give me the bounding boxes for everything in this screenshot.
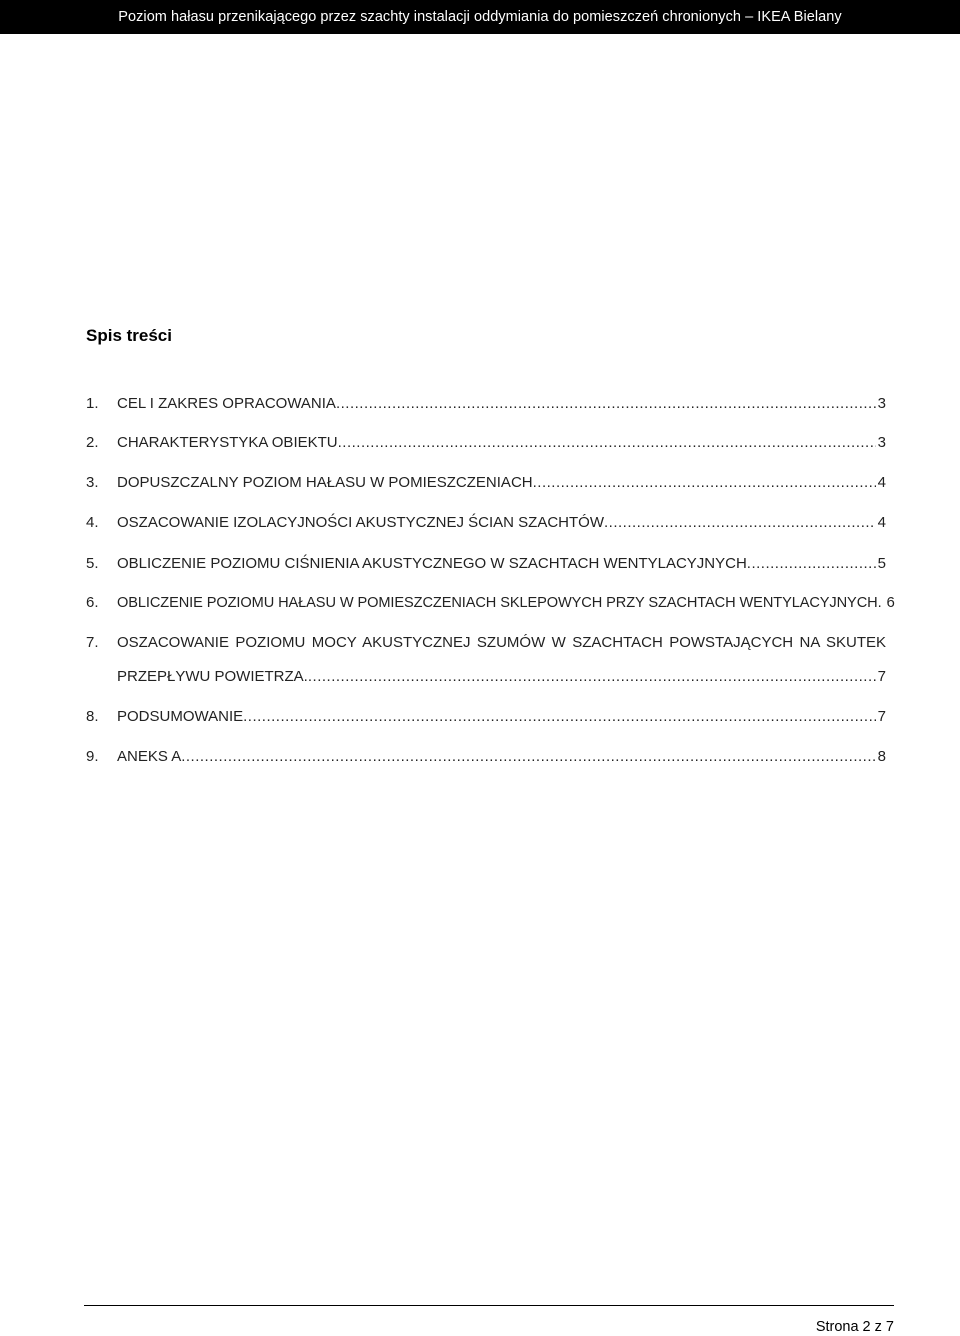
toc-entry-2[interactable] [86,431,886,455]
toc-entry-3[interactable] [86,471,886,495]
footer-page-number: Strona 2 z 7 [815,1319,894,1335]
toc-entry-text: PODSUMOWANIE [117,708,244,725]
toc-entry-9[interactable] [86,745,886,769]
toc-title: Spis treści [86,326,172,345]
toc-entry-page: 8 [877,748,886,765]
running-header [0,0,960,34]
toc-entry-number: 7. [86,634,99,651]
toc-entry-number: 2. [86,434,99,451]
running-header-title: Poziom hałasu przenikającego przez szachty instalacji oddymiania do pomieszczeń chronionych – IKEA Bielany [118,9,842,25]
toc-dot-leader [604,511,876,535]
toc-entry-page: 4 [877,514,886,531]
toc-entry-text: CEL I ZAKRES OPRACOWANIA [117,395,336,412]
toc-dot-leader [338,431,876,455]
toc-dot-leader [181,745,875,769]
toc-dot-leader [747,552,876,576]
toc-entry-text-line2: PRZEPŁYWU POWIETRZA. [117,668,308,685]
footer-divider [84,1305,894,1306]
toc-entry-4[interactable] [86,511,886,535]
toc-entry-page: 7 [877,708,886,725]
toc-entry-text: OBLICZENIE POZIOMU HAŁASU W POMIESZCZENIACH SKLEPOWYCH PRZY SZACHTACH WENTYLACYJNYCH. [117,595,882,611]
toc-dot-leader [336,392,876,416]
toc-entry-number: 1. [86,395,99,412]
toc-entry-text: ANEKS A [117,748,182,765]
toc-entry-text: OBLICZENIE POZIOMU CIŚNIENIA AKUSTYCZNEGO W SZACHTACH WENTYLACYJNYCH [117,555,747,572]
toc-entry-number: 9. [86,748,99,765]
toc-entry-8[interactable] [86,705,886,729]
toc-entry-7[interactable] [86,631,886,689]
toc-entry-page: 5 [877,555,886,572]
toc-entry-text: OSZACOWANIE IZOLACYJNOŚCI AKUSTYCZNEJ ŚCIAN SZACHTÓW [117,514,604,531]
toc-entry-page: 7 [877,668,886,685]
toc-dot-leader [533,471,876,495]
toc-dot-leader [243,705,876,729]
toc-entry-number: 3. [86,474,99,491]
toc-entry-number: 6. [86,594,99,611]
toc-entry-page: 3 [877,434,886,451]
toc-entry-number: 4. [86,514,99,531]
toc-entry-6[interactable] [86,591,895,615]
toc-entry-1[interactable] [86,392,886,416]
toc-entry-number: 8. [86,708,99,725]
toc-entry-number: 5. [86,555,99,572]
toc-entry-page: 3 [877,395,886,412]
toc-entry-page: 6 [886,594,895,611]
toc-entry-5[interactable] [86,552,886,576]
toc-entry-page: 4 [877,474,886,491]
toc-entry-text: CHARAKTERYSTYKA OBIEKTU [117,434,338,451]
toc-dot-leader [308,665,876,689]
toc-entry-text: DOPUSZCZALNY POZIOM HAŁASU W POMIESZCZENIACH [117,474,533,491]
toc-entry-text-line1: OSZACOWANIE POZIOMU MOCY AKUSTYCZNEJ SZUMÓW W SZACHTACH POWSTAJĄCYCH NA SKUTEK [117,634,886,651]
